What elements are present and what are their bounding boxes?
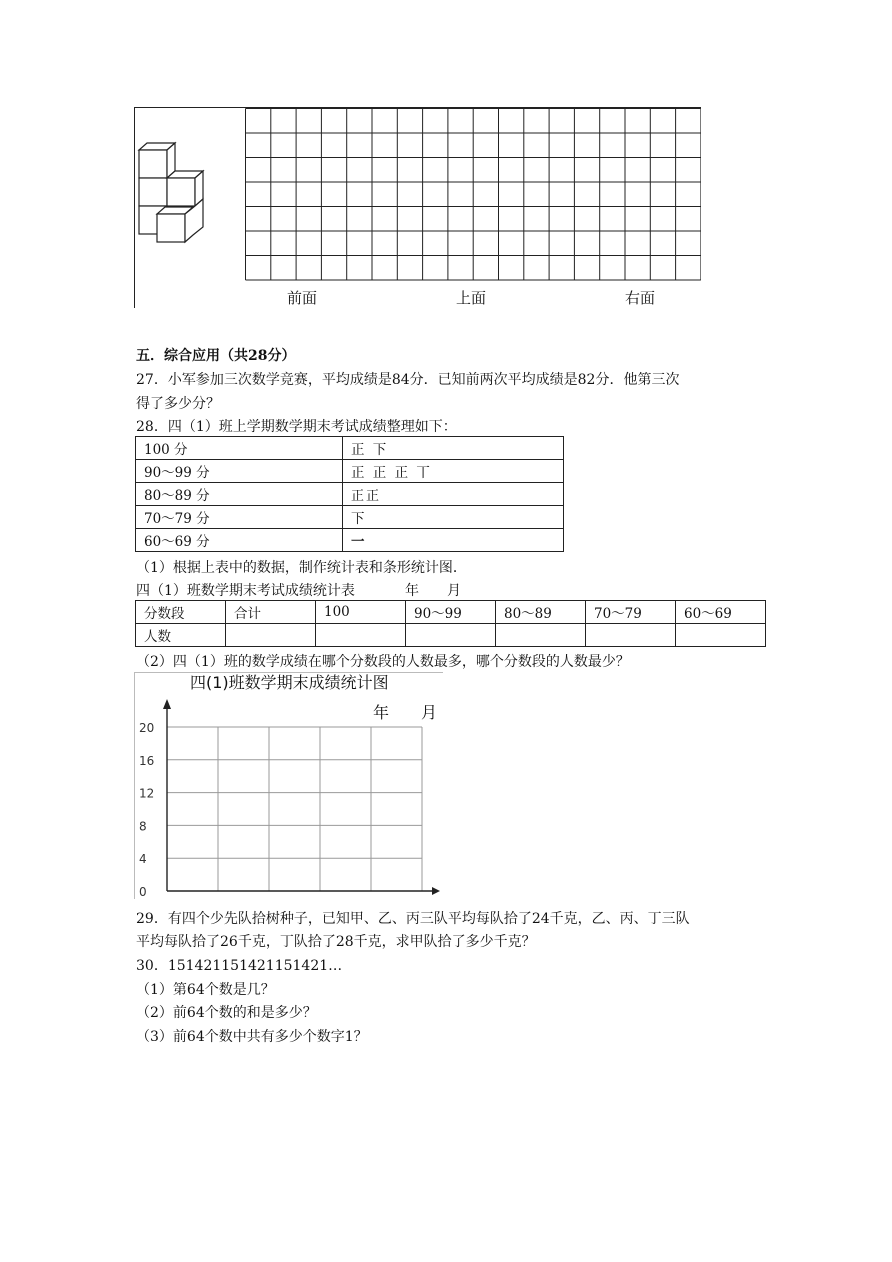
tally-marks: 正 下 [343,437,564,460]
chart-title: 四(1)班数学期末成绩统计图 [190,673,389,692]
bar-chart [134,672,443,899]
q28-intro: 28．四（1）班上学期数学期末考试成绩整理如下： [136,419,457,435]
q27-line1: 27．小军参加三次数学竞赛，平均成绩是84分．已知前两次平均成绩是82分．他第三次 [136,372,680,388]
table-row: 分数段 合计 100 90～99 80～89 70～79 60～69 [136,601,766,624]
y-tick-label: 0 [139,885,147,899]
view-label-front: 前面 [287,289,318,307]
cube-stack-figure [135,136,215,251]
answer-cell[interactable] [496,624,586,647]
q28-sub1: （1）根据上表中的数据，制作统计表和条形统计图． [136,560,467,576]
q30-part1: （1）第64个数是几？ [136,982,275,998]
stat-table [135,600,766,647]
tally-marks: 正 正 正 丅 [343,460,564,483]
q29-line2: 平均每队拾了26千克，丁队拾了28千克，求甲队拾了多少千克？ [136,934,536,950]
table-row: 70～79 分 下 [136,506,564,529]
y-tick-label: 8 [139,819,147,834]
table-row: 90～99 分 正 正 正 丅 [136,460,564,483]
q28-sub2: （2）四（1）班的数学成绩在哪个分数段的人数最多，哪个分数段的人数最少？ [136,654,630,670]
answer-cell[interactable] [316,624,406,647]
table-row: 60～69 分 一 [136,529,564,552]
stat-table-title: 四（1）班数学期末考试成绩统计表 [136,583,355,599]
table-row: 80～89 分 正正 [136,483,564,506]
view-label-right: 右面 [625,289,656,307]
view-figure [134,107,701,308]
tally-marks: 一 [343,529,564,552]
answer-cell[interactable] [406,624,496,647]
stat-table-date: 年 月 [405,583,461,599]
y-tick-label: 20 [139,721,155,735]
q30-part3: （3）前64个数中共有多少个数字1？ [136,1029,368,1045]
answer-cell[interactable] [676,624,766,647]
x-axis-arrow [432,887,440,895]
y-tick-label: 4 [139,852,147,867]
tally-table [135,436,564,552]
y-axis-arrow [163,699,171,709]
view-grid [245,108,701,282]
y-tick-label: 12 [139,786,155,801]
answer-cell[interactable] [226,624,316,647]
q29-line1: 29．有四个少先队拾树种子，已知甲、乙、丙三队平均每队拾了24千克，乙、丙、丁三队 [136,911,690,927]
q30-part2: （2）前64个数的和是多少？ [136,1005,317,1021]
table-row: 100 分 正 下 [136,437,564,460]
q30-sequence: 30．151421151421151421… [136,958,343,974]
view-label-top: 上面 [456,289,487,307]
chart-plot [135,673,443,899]
q27-line2: 得了多少分？ [136,396,220,412]
chart-date: 年 月 [373,703,438,722]
y-tick-label: 16 [139,753,155,768]
tally-marks: 正正 [343,483,564,506]
section-title: 五．综合应用（共28分） [136,348,296,364]
tally-marks: 下 [343,506,564,529]
answer-cell[interactable] [586,624,676,647]
table-row: 人数 [136,624,766,647]
